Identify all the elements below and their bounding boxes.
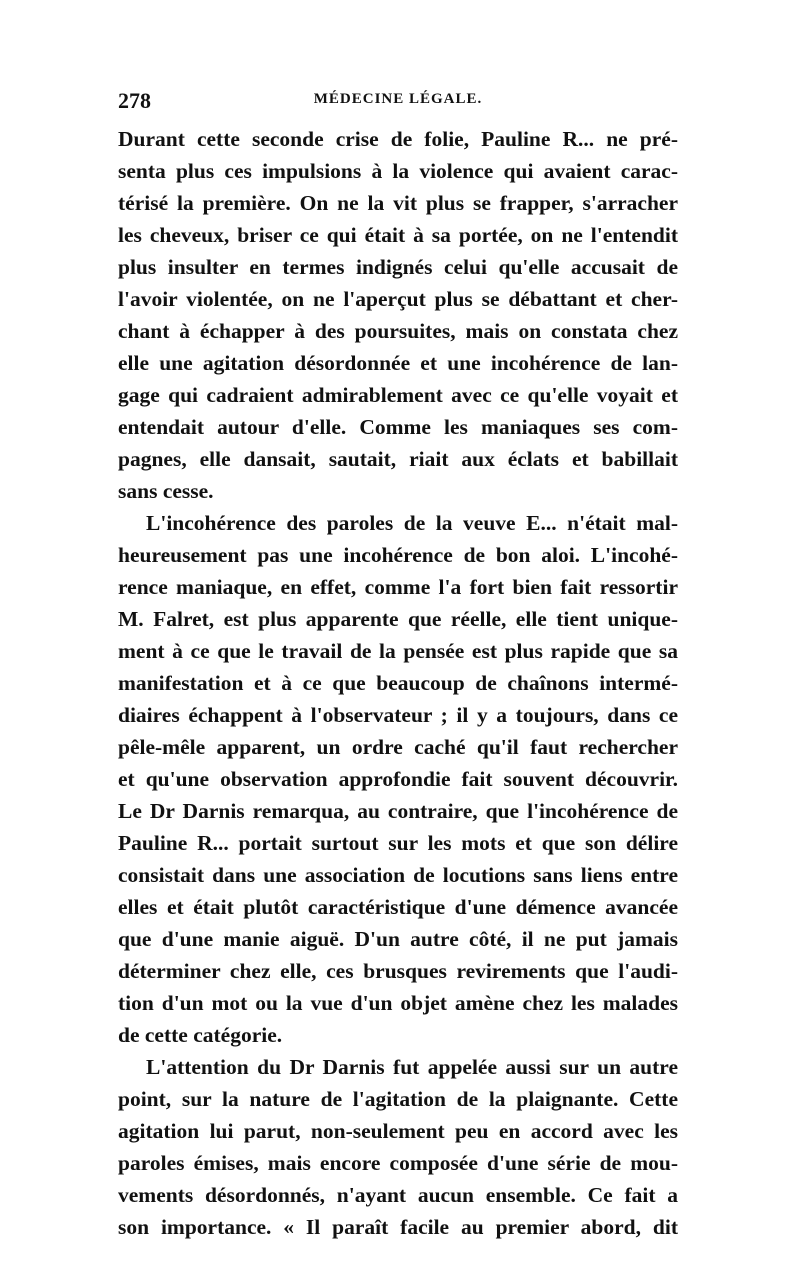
text-line: l'avoir violentée, on ne l'aperçut plus se débattant et cher- <box>118 287 678 311</box>
text-line: ment à ce que le travail de la pensée est plus rapide que sa <box>118 639 678 663</box>
text-line: Pauline R... portait surtout sur les mots et que son délire <box>118 831 678 855</box>
text-line: sans cesse. <box>118 479 214 503</box>
text-line: gage qui cadraient admirablement avec ce qu'elle voyait et <box>118 383 678 407</box>
text-line: consistait dans une association de locutions sans liens entre <box>118 863 678 887</box>
text-line: Le Dr Darnis remarqua, au contraire, que l'incohérence de <box>118 799 678 823</box>
paragraph <box>118 123 678 507</box>
text-line: Durant cette seconde crise de folie, Pauline R... ne pré- <box>118 127 678 151</box>
text-line: L'incohérence des paroles de la veuve E... n'était mal- <box>146 511 678 535</box>
text-line: pagnes, elle dansait, sautait, riait aux éclats et babillait <box>118 447 678 471</box>
page-header <box>118 88 678 118</box>
text-line: pêle-mêle apparent, un ordre caché qu'il faut rechercher <box>118 735 678 759</box>
text-line: térisé la première. On ne la vit plus se frapper, s'arracher <box>118 191 678 215</box>
paragraph <box>118 507 678 1051</box>
text-line: plus insulter en termes indignés celui qu'elle accusait de <box>118 255 678 279</box>
text-line: agitation lui parut, non-seulement peu en accord avec les <box>118 1119 678 1143</box>
text-line: entendait autour d'elle. Comme les maniaques ses com- <box>118 415 678 439</box>
text-line: manifestation et à ce que beaucoup de chaînons intermé- <box>118 671 678 695</box>
text-line: de cette catégorie. <box>118 1023 283 1047</box>
text-line: que d'une manie aiguë. D'un autre côté, il ne put jamais <box>118 927 678 951</box>
text-line: les cheveux, briser ce qui était à sa portée, on ne l'entendit <box>118 223 678 247</box>
text-line: L'attention du Dr Darnis fut appelée aussi sur un autre <box>146 1055 678 1079</box>
text-line: son importance. « Il paraît facile au premier abord, dit <box>118 1215 678 1239</box>
text-line: tion d'un mot ou la vue d'un objet amène chez les malades <box>118 991 678 1015</box>
text-line: paroles émises, mais encore composée d'une série de mou- <box>118 1151 678 1175</box>
text-line: chant à échapper à des poursuites, mais on constata chez <box>118 319 678 343</box>
text-line: heureusement pas une incohérence de bon aloi. L'incohé- <box>118 543 678 567</box>
text-line: senta plus ces impulsions à la violence qui avaient carac- <box>118 159 678 183</box>
text-line: et qu'une observation approfondie fait souvent découvrir. <box>118 767 678 791</box>
page-number: 278 <box>118 88 151 113</box>
text-line: déterminer chez elle, ces brusques revirements que l'audi- <box>118 959 678 983</box>
text-line: rence maniaque, en effet, comme l'a fort bien fait ressortir <box>118 575 678 599</box>
paragraph <box>118 1051 678 1243</box>
running-title: MÉDECINE LÉGALE. <box>313 91 483 107</box>
body-text <box>118 123 678 1243</box>
text-line: M. Falret, est plus apparente que réelle, elle tient unique- <box>118 607 678 631</box>
text-line: diaires échappent à l'observateur ; il y a toujours, dans ce <box>118 703 678 727</box>
text-line: elles et était plutôt caractéristique d'une démence avancée <box>118 895 678 919</box>
text-line: point, sur la nature de l'agitation de la plaignante. Cette <box>118 1087 678 1111</box>
text-line: elle une agitation désordonnée et une incohérence de lan- <box>118 351 678 375</box>
text-line: vements désordonnés, n'ayant aucun ensemble. Ce fait a <box>118 1183 678 1207</box>
